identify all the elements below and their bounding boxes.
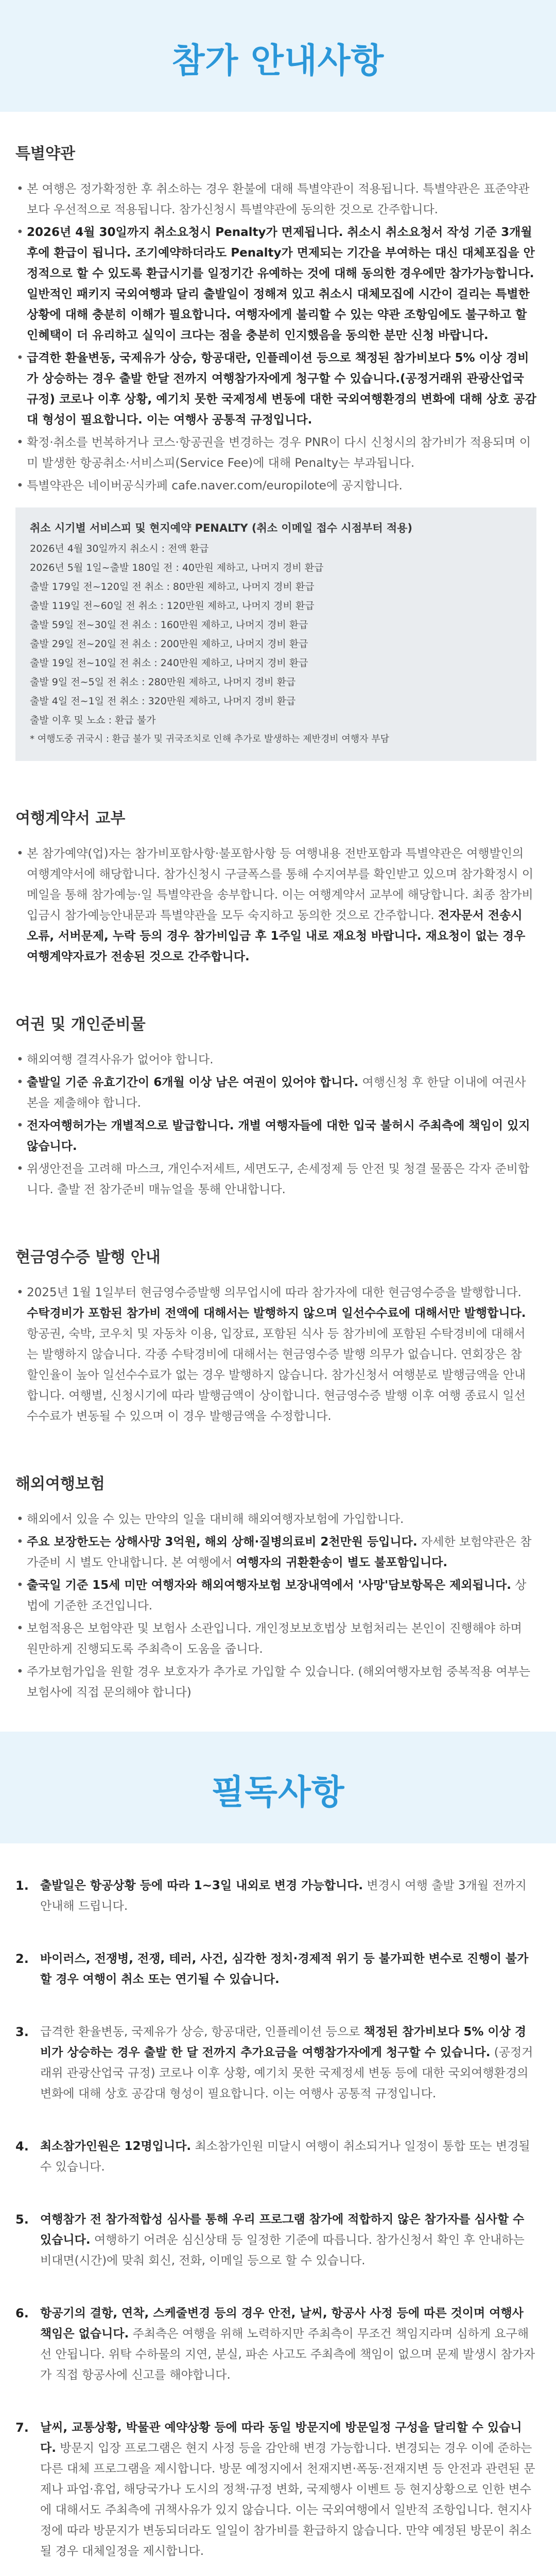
must-read-content [0, 1843, 556, 2576]
emphasis-text: 책정된 참가비보다 5% 이상 경비가 상승하는 경우 출발 한 달 전까지 추가요금을 여행참가자에게 청구할 수 있습니다. [40, 2025, 527, 2059]
penalty-row: 출발 29일 전~20일 전 취소 : 200만원 제하고, 나머지 경비 환급 [30, 638, 308, 650]
bullet-item [15, 432, 536, 473]
item-number: 2. [15, 1952, 29, 1966]
emphasis-text: 바이러스, 전쟁병, 전쟁, 테러, 사건, 심각한 정치·경제적 위기 등 불가피한 변수로 진행이 불가할 경우 여행이 취소 또는 연기될 수 있습니다. [40, 1952, 529, 1986]
body-text: 여행신청 후 한달 이내에 여권사본을 제출해야 합니다. [27, 1076, 526, 1110]
participation-guide-header [0, 0, 556, 112]
item-text [40, 1948, 536, 1990]
section-title-receipt: 현금영수증 발행 안내 [15, 1248, 161, 1266]
penalty-row: 2026년 4월 30일까지 취소시 : 전액 환급 [30, 543, 209, 554]
penalty-note: * 여행도중 귀국시 : 환급 불가 및 귀국조치로 인해 추가로 발생하는 제반경비 여행자 부담 [30, 734, 390, 744]
insurance-list [15, 1509, 536, 1703]
page-title: 참가 안내사항 [171, 41, 385, 80]
special-terms-section [15, 141, 536, 761]
body-text: 방문지 입장 프로그램은 현지 사정 등을 감안해 변경 가능합니다. 변경되는 경우 이에 준하는 다른 대체 프로그램을 제시합니다. 방문 예정지에서 천재지변·폭동·전재지변 등 안전과 관련된 문제나 파업·휴업, 해당국가나 도시의 정책·규정 변화, 국제행사 이벤트 등 현지상황으로 인한 변수에 대해서도 주최측에 귀책사유가 있지 않습니다. 이는 국외여행에서 일반적 조항입니다. 현지사정에 따라 방문지가 변동되더라도 일일이 참가비를 환급하지 않습니다. 만약 예정된 방문이 취소될 경우 대체일정을 제시합니다. [40, 2442, 535, 2558]
bullet-item [15, 179, 536, 220]
penalty-rows [30, 539, 522, 730]
must-read-title: 필독사항 [211, 1772, 345, 1812]
body-text: 특별약관은 네이버공식카페 cafe.naver.com/europilote에 공지합니다. [27, 479, 403, 493]
body-text: 주최측은 여행을 위해 노력하지만 주최측이 무조건 책임지라며 심하게 요구해선 안됩니다. 위탁 수하물의 지연, 분실, 파손 사고도 주최측에 책임이 없으며 문제 발생시 참가자가 직접 항공사에 신고를 해야합니다. [40, 2327, 535, 2382]
emphasis-text: 여행참가 전 참가적합성 심사를 통해 우리 프로그램 참가에 적합하지 않은 참가자를 심사할 수 있습니다. [40, 2213, 525, 2247]
bullet-item [15, 1282, 536, 1427]
contract-delivery-section [15, 805, 536, 967]
item-number: 1. [15, 1878, 29, 1893]
bullet-item [15, 348, 536, 430]
bullet-item [15, 1662, 536, 1703]
section-title-contract: 여행계약서 교부 [15, 809, 126, 827]
receipt-list [15, 1282, 536, 1427]
emphasis-text: 주요 보장한도는 상해사망 3억원, 해외 상해·질병의료비 2천만원 등입니다. [27, 1535, 418, 1549]
body-text: 본 참가예약(업)자는 참가비포함사항·불포함사항 등 여행내용 전반포함과 특별약관은 여행발인의 여행계약서에 해당합니다. 참가신청시 구글폭스를 통해 수지여부를 확인받고 있으며 참가확정시 이메일을 통해 참가예능·일 특별약관을 송부합니다. 이는 여행계약서 교부에 해당합니다. 최종 참가비입금시 참가예능안내문과 특별약관을 모두 숙지하고 동의한 것으로 간주합니다. [27, 847, 534, 922]
emphasis-text: 최소참가인원은 12명입니다. [40, 2140, 192, 2153]
bullet-item [15, 1115, 536, 1157]
must-read-item [15, 2417, 536, 2562]
body-text: 본 여행은 정가확정한 후 취소하는 경우 환불에 대해 특별약관이 적용됩니다. 특별약관은 표준약관보다 우선적으로 적용됩니다. 참가신청시 특별약관에 동의한 것으로 간주합니다. [27, 182, 530, 216]
bullet-item [15, 1575, 536, 1616]
passport-section [15, 1011, 536, 1200]
body-text: 확정·취소를 번복하거나 코스·항공권을 변경하는 경우 PNR이 다시 신청시의 참가비가 적용되며 이미 발생한 항공취소·서비스피(Service Fee)에 대해 Penalty는 부과됩니다. [27, 436, 531, 470]
item-number: 5. [15, 2212, 29, 2227]
must-read-item [15, 2136, 536, 2177]
penalty-row: 출발 4일 전~1일 전 취소 : 320만원 제하고, 나머지 경비 환급 [30, 696, 296, 707]
must-read-item [15, 1875, 536, 1917]
body-text: 변경시 여행 출발 3개월 전까지 안내해 드립니다. [40, 1879, 527, 1913]
body-text: 항공권, 숙박, 코우치 및 자동차 이용, 입장료, 포함된 식사 등 참가비에 포함된 수탁경비에 대해서는 발행하지 않습니다. 각종 수탁경비에 대해서는 현금영수증 발행 의무가 없습니다. 연회장은 참 할인율이 높아 일선수수료가 없는 경우 발행하지 않습니다. 참가신청서 여행분로 발행금액을 안내합니다. 여행별, 신청시기에 따라 발행금액이 상이합니다. 현금영수증 발행 이후 여행 종료시 일선수수료가 변동될 수 있으며 이 경우 발행금액을 수정합니다. [27, 1327, 526, 1423]
penalty-row: 출발 9일 전~5일 전 취소 : 280만원 제하고, 나머지 경비 환급 [30, 676, 296, 688]
must-read-item [15, 2209, 536, 2271]
item-number: 6. [15, 2306, 29, 2320]
emphasis-text: 전자여행허가는 개별적으로 발급합니다. 개별 여행자들에 대한 입국 불허시 주최측에 책임이 있지 않습니다. [27, 1119, 530, 1153]
bullet-item [15, 1159, 536, 1200]
section-title-passport: 여권 및 개인준비물 [15, 1015, 146, 1033]
emphasis-text: 전자문서 전송시 오류, 서버문제, 누락 등의 경우 참가비입금 후 1주일 내로 재요청 바랍니다. 재요청이 없는 경우 여행계약자료가 전송된 것으로 간주합니다. [27, 909, 526, 963]
penalty-row: 출발 이후 및 노쇼 : 환급 불가 [30, 715, 156, 726]
body-text: 해외에서 있을 수 있는 만약의 일을 대비해 해외여행자보험에 가입합니다. [27, 1513, 404, 1526]
emphasis-text: (공정거래위 관광산업국 규정) 코로나 이후 상황, 예기치 못한 국제정세 변동에 대한 국외여행환경의 변화에 대해 상호 공감대 형성이 필요합니다. 이는 여행사 공통적 규정입니다. [27, 372, 536, 427]
section-title-special-terms: 특별약관 [15, 145, 75, 163]
emphasis-text: 여행자의 귀환환송이 별도 불포함입니다. [236, 1556, 448, 1569]
item-text [40, 2136, 536, 2177]
must-read-header [0, 1732, 556, 1843]
item-text [40, 2417, 536, 2562]
emphasis-text: 날씨, 교통상황, 박물관 예약상황 등에 따라 동일 방문지에 방문일정 구성을 달리할 수 있습니다. [40, 2421, 522, 2455]
item-number: 4. [15, 2139, 29, 2154]
special-terms-list [15, 179, 536, 496]
body-text: 2025년 1월 1일부터 현금영수증발행 의무업시에 따라 참가자에 대한 현금영수증을 발행합니다. [27, 1286, 522, 1299]
bullet-item [15, 222, 536, 346]
body-text: 최소참가인원 미달시 여행이 취소되거나 일정이 통합 또는 변경될 수 있습니다. [40, 2140, 530, 2174]
bullet-item [15, 1509, 536, 1530]
emphasis-text: 급격한 환율변동, 국제유가 상승, 항공대란, 인플레이션 등으로 책정된 참가비보다 5% 이상 경비가 상승하는 경우 출발 한달 전까지 여행참가자에게 청구할 수 있습니다. [27, 351, 529, 385]
body-text: 상법에 기준한 조건입니다. [27, 1579, 527, 1613]
item-number: 3. [15, 2025, 29, 2039]
item-number: 7. [15, 2420, 29, 2435]
body-text: 주가보험가입을 원할 경우 보호자가 추가로 가입할 수 있습니다. (해외여행자보험 중복적용 여부는 보험사에 직접 문의해야 합니다) [27, 1665, 531, 1699]
body-text: 급격한 환율변동, 국제유가 상승, 항공대란, 인플레이션 등으로 [40, 2025, 364, 2039]
must-read-item [15, 2022, 536, 2104]
contract-list [15, 843, 536, 967]
item-text [40, 2022, 536, 2104]
emphasis-text: 2026년 4월 30일까지 취소요청시 Penalty가 면제됩니다. 취소시 취소요청서 작성 기준 3개월 후에 환급이 됩니다. 조기예약하더라도 Penalty가 면제되는 기간을 부여하는 대신 대체포집을 안정적으로 할 수 있도록 환급시기를 일정기간 유예하는 것에 대해 동의한 경우에만 참가가능합니다. 일반적인 패키지 국외여행과 달리 출발일이 정해져 있고 취소시 대체모집에 시간이 걸리는 특별한 상황에 대해 충분히 이해가 필요합니다. 여행자에게 불리할 수 있는 약관 조항임에도 불구하고 할인혜택이 더 유리하고 실익이 크다는 점을 충분히 인지했음을 동의한 분만 신청 바랍니다. [27, 226, 535, 342]
bullet-item [15, 1049, 536, 1070]
must-read-item [15, 1948, 536, 1990]
guide-content [0, 112, 556, 1732]
emphasis-text: 수탁경비가 포함된 참가비 전액에 대해서는 발행하지 않으며 일선수수료에 대해서만 발행합니다. [27, 1307, 526, 1320]
body-text: 위생안전을 고려해 마스크, 개인수저세트, 세면도구, 손세정제 등 안전 및 청결 물품은 각자 준비합니다. 출발 전 참가준비 매뉴얼을 통해 안내합니다. [27, 1162, 530, 1196]
bullet-item [15, 1072, 536, 1113]
item-text [40, 2209, 536, 2271]
body-text: (공정거래위 관광산업국 규정) 코로나 이후 상황, 예기치 못한 국제정세 변동 등에 대한 국외여행환경의 변화에 대해 상호 공감대 형성이 필요합니다. 이는 여행사 공통적 규정입니다. [40, 2046, 533, 2100]
bullet-item [15, 476, 536, 496]
body-text: 보험적용은 보험약관 및 보험사 소관입니다. 개인정보보호법상 보험처리는 본인이 진행해야 하며 원만하게 진행되도록 주최측이 도움을 줍니다. [27, 1622, 522, 1656]
body-text: 자세한 보험약관은 참가준비 시 별도 안내합니다. 본 여행에서 [27, 1535, 532, 1569]
cancellation-penalty-box [15, 507, 536, 761]
body-text: 여행하기 어려운 심신상태 등 일정한 기준에 따릅니다. 참가신청서 확인 후 안내하는 비대면(시간)에 맞춰 회신, 전화, 이메일 등으로 할 수 있습니다. [40, 2233, 525, 2267]
emphasis-text: 출발일은 항공상황 등에 따라 1~3일 내외로 변경 가능합니다. [40, 1879, 363, 1892]
item-text [40, 2303, 536, 2385]
must-read-item [15, 2303, 536, 2385]
emphasis-text: 출국일 기준 15세 미만 여행자와 해외여행자보험 보장내역에서 '사망'담보항목은 제외됩니다. [27, 1579, 511, 1592]
bullet-item [15, 1618, 536, 1659]
emphasis-text: 출발일 기준 유효기간이 6개월 이상 남은 여권이 있어야 합니다. [27, 1076, 359, 1089]
passport-list [15, 1049, 536, 1200]
penalty-row: 출발 59일 전~30일 전 취소 : 160만원 제하고, 나머지 경비 환급 [30, 619, 308, 631]
bullet-item [15, 1532, 536, 1573]
must-read-list [15, 1875, 536, 2576]
cash-receipt-section [15, 1244, 536, 1427]
insurance-section [15, 1471, 536, 1703]
penalty-row: 출발 119일 전~60일 전 취소 : 120만원 제하고, 나머지 경비 환급 [30, 600, 315, 612]
emphasis-text: 항공기의 결항, 연착, 스케줄변경 등의 경우 안전, 날씨, 항공사 사정 등에 따른 것이며 여행사 책임은 없습니다. [40, 2307, 524, 2341]
item-text [40, 1875, 536, 1917]
penalty-row: 2026년 5월 1일~출발 180일 전 : 40만원 제하고, 나머지 경비 환급 [30, 562, 324, 573]
penalty-row: 출발 19일 전~10일 전 취소 : 240만원 제하고, 나머지 경비 환급 [30, 657, 308, 669]
penalty-title: 취소 시기별 서비스피 및 현지예약 PENALTY (취소 이메일 접수 시점부터 적용) [30, 522, 413, 534]
section-title-insurance: 해외여행보험 [15, 1475, 105, 1493]
bullet-item [15, 843, 536, 967]
penalty-row: 출발 179일 전~120일 전 취소 : 80만원 제하고, 나머지 경비 환급 [30, 581, 315, 592]
body-text: 해외여행 결격사유가 없어야 합니다. [27, 1053, 214, 1066]
